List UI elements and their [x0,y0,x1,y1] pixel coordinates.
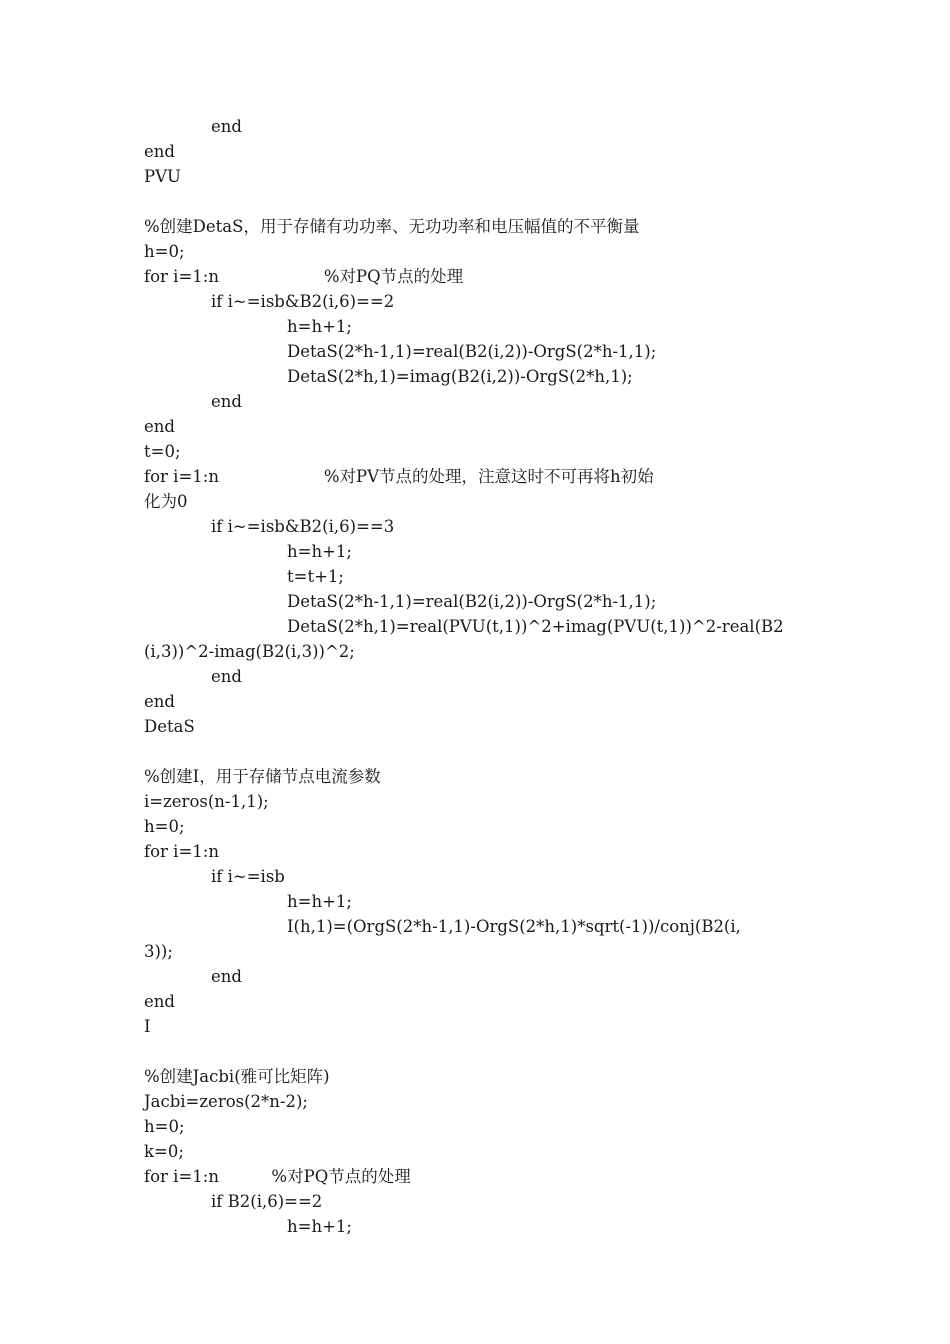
code-line: end [144,692,175,711]
code-line: end [211,667,242,686]
code-line: end [211,117,242,136]
code-line: h=h+1; [287,892,352,911]
code-line: I(h,1)=(OrgS(2*h-1,1)-OrgS(2*h,1)*sqrt(-1))/conj(B2(i, [287,917,741,936]
blank-line [144,739,814,764]
code-line: %创建I，用于存储节点电流参数 [144,767,381,786]
blank-line [144,1039,814,1064]
code-line: h=h+1; [287,542,352,561]
code-line: end [144,417,175,436]
code-line: end [144,142,175,161]
code-line: DetaS(2*h-1,1)=real(B2(i,2))-OrgS(2*h-1,1); [287,592,657,611]
code-line: t=0; [144,442,181,461]
code-line: i=zeros(n-1,1); [144,792,269,811]
code-line: I [144,1017,151,1036]
code-line: (i,3))^2-imag(B2(i,3))^2; [144,642,355,661]
code-line: for i=1:n %对PV节点的处理，注意这时不可再将h初始 [144,467,654,486]
code-line: Jacbi=zeros(2*n-2); [144,1092,308,1111]
code-line: h=0; [144,242,185,261]
code-line: DetaS(2*h-1,1)=real(B2(i,2))-OrgS(2*h-1,1); [287,342,657,361]
code-line: if B2(i,6)==2 [211,1192,323,1211]
code-line: if i~=isb [211,867,285,886]
code-line: h=0; [144,1117,185,1136]
code-line: h=h+1; [287,1217,352,1236]
code-line: for i=1:n [144,842,219,861]
code-line: 化为0 [144,492,188,511]
code-line: k=0; [144,1142,184,1161]
code-line: %创建Jacbi(雅可比矩阵) [144,1067,330,1086]
code-line: DetaS(2*h,1)=imag(B2(i,2))-OrgS(2*h,1); [287,367,633,386]
code-line: PVU [144,167,181,186]
code-line: end [211,392,242,411]
code-line: for i=1:n %对PQ节点的处理 [144,267,464,286]
blank-line [144,189,814,214]
code-line: if i~=isb&B2(i,6)==2 [211,292,395,311]
code-line: %创建DetaS，用于存储有功功率、无功功率和电压幅值的不平衡量 [144,217,640,236]
code-line: end [144,992,175,1011]
code-line: DetaS [144,717,195,736]
code-line: for i=1:n %对PQ节点的处理 [144,1167,411,1186]
code-line: 3)); [144,942,173,961]
code-line: DetaS(2*h,1)=real(PVU(t,1))^2+imag(PVU(t,1))^2-real(B2 [287,617,784,636]
code-line: t=t+1; [287,567,344,586]
code-line: if i~=isb&B2(i,6)==3 [211,517,395,536]
code-line: end [211,967,242,986]
code-line: h=0; [144,817,185,836]
code-listing [144,114,814,1239]
code-line: h=h+1; [287,317,352,336]
